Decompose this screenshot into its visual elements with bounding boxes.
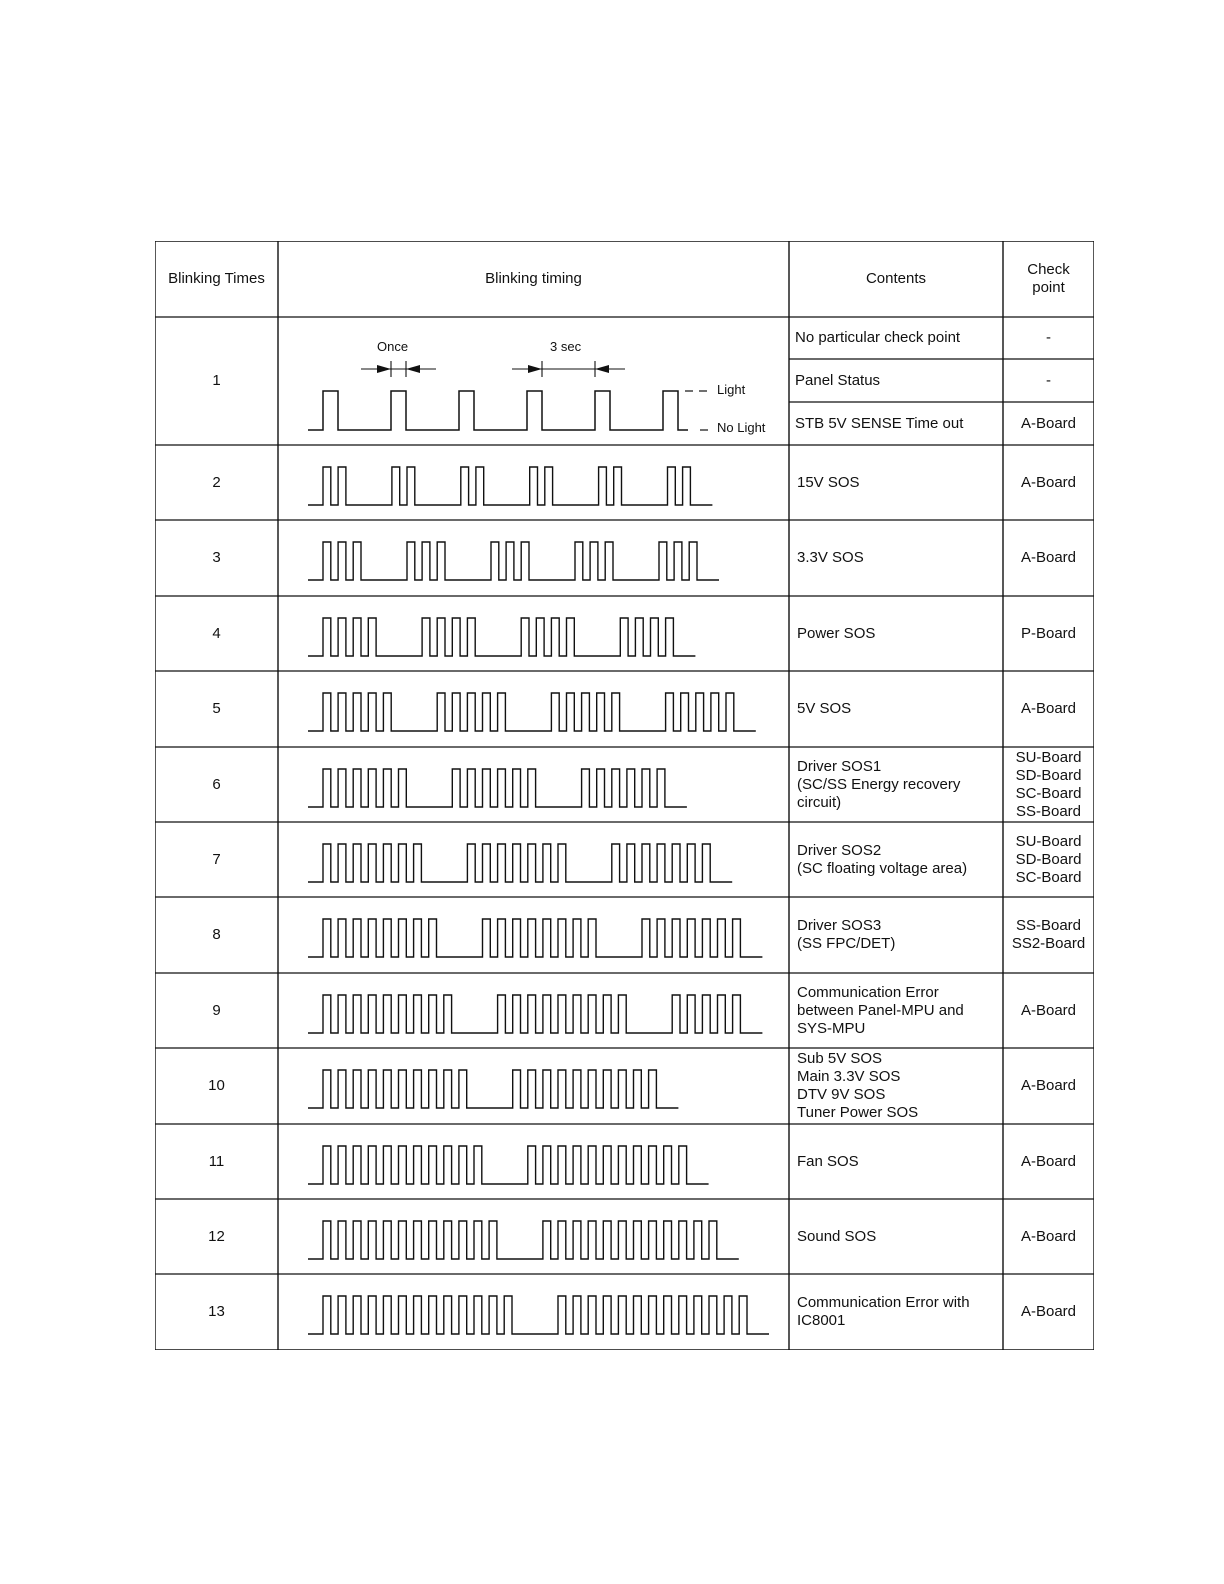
contents-cell: [797, 897, 1001, 973]
check-point-cell: [1003, 1199, 1094, 1274]
check-point-line: SC-Board: [1015, 784, 1082, 802]
contents-cell: [797, 671, 1001, 747]
label-light: Light: [717, 382, 746, 397]
blinking-times-cell: 12: [208, 1227, 225, 1245]
contents-cell: [797, 1124, 1001, 1199]
waveform-row-12: [308, 1221, 739, 1259]
check-point-line: -: [1046, 371, 1051, 389]
contents-line: Driver SOS2: [797, 841, 882, 859]
check-point-cell: [1003, 596, 1094, 671]
blinking-times-cell: 9: [212, 1001, 221, 1019]
contents-line: Driver SOS3: [797, 917, 882, 934]
contents-line: 5V SOS: [797, 700, 852, 717]
once-arrow-right: [377, 365, 391, 373]
blinking-times-cell: 13: [208, 1303, 225, 1320]
contents-line: circuit): [797, 793, 842, 811]
check-point-cell: [1003, 317, 1094, 359]
contents-cell: [795, 359, 1001, 402]
check-point-cell: [1003, 1274, 1094, 1350]
contents-line: between Panel-MPU and: [797, 1001, 964, 1019]
contents-line: Driver SOS1: [797, 757, 882, 775]
check-point-line: A-Board: [1020, 1303, 1077, 1320]
contents-cell: [797, 973, 1001, 1048]
check-point-cell: [1003, 445, 1094, 520]
contents-line: (SC/SS Energy recovery: [797, 775, 961, 793]
blinking-times-cell: 2: [212, 473, 221, 491]
check-point-line: point: [1032, 279, 1065, 296]
check-point-cell: [1003, 973, 1094, 1048]
check-point-line: A-Board: [1020, 1152, 1077, 1170]
check-point-line: A-Board: [1020, 700, 1077, 717]
check-point-line: P-Board: [1020, 624, 1077, 642]
contents-line: Tuner Power SOS: [797, 1104, 919, 1121]
header-blinking-times: Blinking Times: [168, 270, 265, 287]
contents-cell: [797, 1274, 1001, 1350]
check-point-cell: [1003, 747, 1094, 822]
contents-cell: [797, 520, 1001, 596]
contents-line: 15V SOS: [797, 473, 860, 491]
contents-line: No particular check point: [795, 329, 961, 346]
contents-line: Power SOS: [797, 624, 876, 642]
header-blinking-timing: Blinking timing: [485, 270, 582, 287]
check-point-line: A-Board: [1020, 1227, 1077, 1245]
check-point-cell: [1003, 1124, 1094, 1199]
check-point-cell: [1003, 1048, 1094, 1124]
waveform-row-5: [308, 693, 756, 731]
contents-line: (SC floating voltage area): [797, 859, 968, 877]
check-point-line: A-Board: [1020, 414, 1077, 432]
waveform-row-6: [308, 769, 687, 807]
blinking-table: [155, 241, 1094, 1350]
contents-line: Panel Status: [795, 371, 881, 389]
blinking-times-cell: 4: [212, 624, 221, 642]
waveform-row-13: [308, 1296, 769, 1334]
contents-cell: [795, 402, 1001, 445]
waveform-row-8: [308, 919, 762, 957]
blinking-times-cell: 6: [212, 775, 221, 793]
blinking-times-cell: 11: [208, 1152, 225, 1170]
three-sec-arrow-right: [528, 365, 542, 373]
check-point-line: Check: [1027, 261, 1070, 278]
check-point-line: SD-Board: [1015, 850, 1082, 868]
check-point-cell: [1003, 671, 1094, 747]
check-point-line: A-Board: [1020, 473, 1077, 491]
waveform-row-9: [308, 995, 762, 1033]
waveform-row-7: [308, 844, 732, 882]
waveform-row-11: [308, 1146, 709, 1184]
check-point-cell: [1003, 822, 1094, 897]
check-point-cell: [1003, 359, 1094, 402]
check-point-line: SS2-Board: [1011, 935, 1086, 952]
blinking-times-cell: 7: [212, 850, 221, 868]
check-point-line: A-Board: [1020, 1077, 1077, 1094]
contents-cell: [797, 747, 1001, 822]
waveform-row-2: [308, 467, 712, 505]
check-point-cell: [1003, 402, 1094, 445]
contents-line: Main 3.3V SOS: [797, 1068, 901, 1085]
blinking-times-cell: 1: [212, 372, 221, 389]
check-point-line: SC-Board: [1015, 868, 1082, 886]
contents-line: (SS FPC/DET): [797, 935, 896, 952]
header-contents: Contents: [865, 270, 927, 287]
check-point-line: SD-Board: [1015, 766, 1082, 784]
contents-line: Communication Error: [797, 983, 939, 1001]
contents-cell: [795, 317, 1001, 359]
check-point-line: SU-Board: [1015, 748, 1082, 766]
contents-cell: [797, 822, 1001, 897]
check-point-line: SU-Board: [1015, 832, 1082, 850]
check-point-cell: [1003, 897, 1094, 973]
blinking-times-cell: 10: [208, 1077, 225, 1094]
contents-line: Sound SOS: [797, 1227, 877, 1245]
check-point-line: -: [1046, 329, 1051, 346]
contents-cell: [797, 596, 1001, 671]
waveform-row-3: [308, 542, 719, 580]
contents-line: SYS-MPU: [797, 1019, 866, 1037]
three-sec-arrow-left: [595, 365, 609, 373]
blinking-times-cell: 5: [212, 700, 221, 717]
label-once: Once: [377, 339, 409, 354]
check-point-line: A-Board: [1020, 1001, 1077, 1019]
contents-line: Sub 5V SOS: [797, 1050, 883, 1067]
contents-line: DTV 9V SOS: [797, 1086, 886, 1103]
contents-cell: [797, 1199, 1001, 1274]
label-three-sec: 3 sec: [550, 339, 582, 354]
check-point-line: SS-Board: [1015, 917, 1082, 934]
contents-line: STB 5V SENSE Time out: [795, 414, 964, 432]
header-check-point: [1003, 241, 1094, 317]
check-point-line: A-Board: [1020, 549, 1077, 566]
check-point-cell: [1003, 520, 1094, 596]
label-no-light: No Light: [717, 420, 766, 435]
waveform-row-10: [308, 1070, 678, 1108]
blinking-times-cell: 8: [212, 926, 221, 943]
waveform-row-1: [308, 391, 688, 430]
once-arrow-left: [406, 365, 420, 373]
contents-line: Fan SOS: [797, 1152, 859, 1170]
contents-line: IC8001: [797, 1312, 846, 1329]
contents-cell: [797, 445, 1001, 520]
contents-cell: [797, 1048, 1001, 1124]
blinking-times-cell: 3: [212, 549, 221, 566]
waveform-row-4: [308, 618, 695, 656]
contents-line: 3.3V SOS: [797, 549, 864, 566]
check-point-line: SS-Board: [1015, 802, 1082, 820]
contents-line: Communication Error with: [797, 1294, 970, 1311]
